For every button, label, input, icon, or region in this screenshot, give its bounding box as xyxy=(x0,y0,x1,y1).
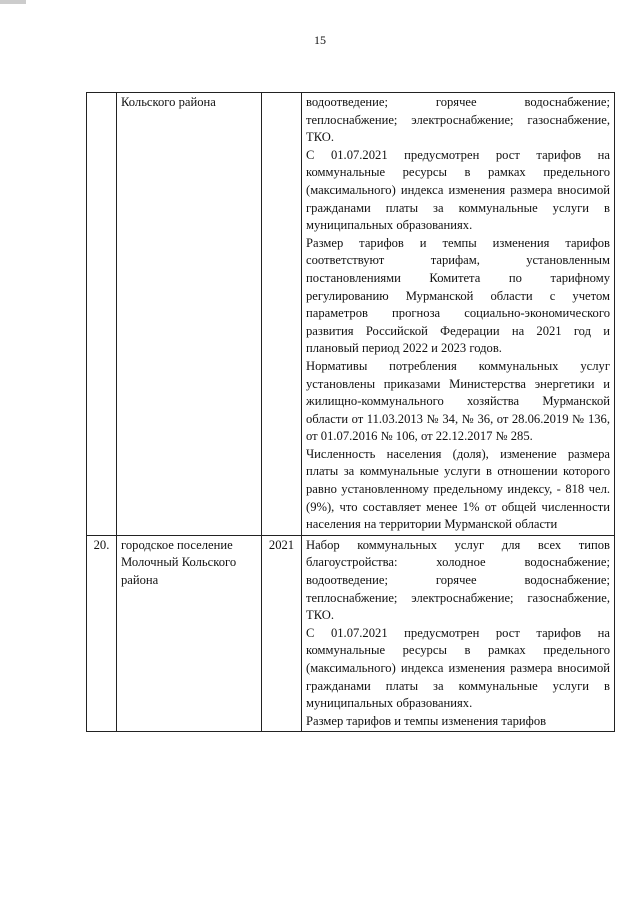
description-paragraph: Размер тарифов и темпы изменения тарифов xyxy=(306,713,547,728)
row-number-cell xyxy=(87,93,117,536)
row-number-cell: 20. xyxy=(87,535,117,732)
description-paragraph: Размер тарифов и темпы изменения тарифов соответствуют тарифам, установленным постановлениями Комитета по тарифному регулированию Мурманской области с учетом параметров прогноза социально-экономического развития Российской Федерации на 2021 год и плановый период 2022 и 2023 годов. xyxy=(306,235,610,356)
description-paragraph: водоотведение; горячее водоснабжение; теплоснабжение; электроснабжение; газоснабжение, ТКО. xyxy=(306,95,610,145)
municipality-cell: Кольского района xyxy=(117,93,262,536)
description-paragraph: Нормативы потребления коммунальных услуг установлены приказами Министерства энергетики и жилищно-коммунального хозяйства Мурманской области от 11.03.2013 № 34, № 36, от 28.06.2019 № 136, от 01.07.2016 № 106, от 22.12.2017 № 285. xyxy=(306,358,610,444)
description-paragraph: Набор коммунальных услуг для всех типов благоустройства: холодное водоснабжение; водоотведение; горячее водоснабжение; теплоснабжение; электроснабжение; газоснабжение, ТКО. xyxy=(306,537,610,623)
table-row xyxy=(87,535,615,732)
tariff-table xyxy=(86,92,615,732)
year-cell: 2021 xyxy=(262,535,302,732)
description-paragraph: Численность населения (доля), изменение размера платы за коммунальные услуги в отношении которого равно установленному предельному индексу, - 818 чел. (9%), что составляет менее 1% от общей численности населения на территории Мурманской области xyxy=(306,446,610,532)
scan-corner-mark xyxy=(0,0,26,4)
table-row xyxy=(87,93,615,536)
year-cell xyxy=(262,93,302,536)
municipality-cell: городское поселение Молочный Кольского района xyxy=(117,535,262,732)
description-cell xyxy=(302,93,615,536)
description-cell xyxy=(302,535,615,732)
description-paragraph: С 01.07.2021 предусмотрен рост тарифов на коммунальные ресурсы в рамках предельного (максимального) индекса изменения размера вносимой гражданами платы за коммунальные услуги в муниципальных образованиях. xyxy=(306,147,610,233)
description-paragraph: С 01.07.2021 предусмотрен рост тарифов на коммунальные ресурсы в рамках предельного (максимального) индекса изменения размера вносимой гражданами платы за коммунальные услуги в муниципальных образованиях. xyxy=(306,625,610,711)
page-number: 15 xyxy=(314,33,326,47)
